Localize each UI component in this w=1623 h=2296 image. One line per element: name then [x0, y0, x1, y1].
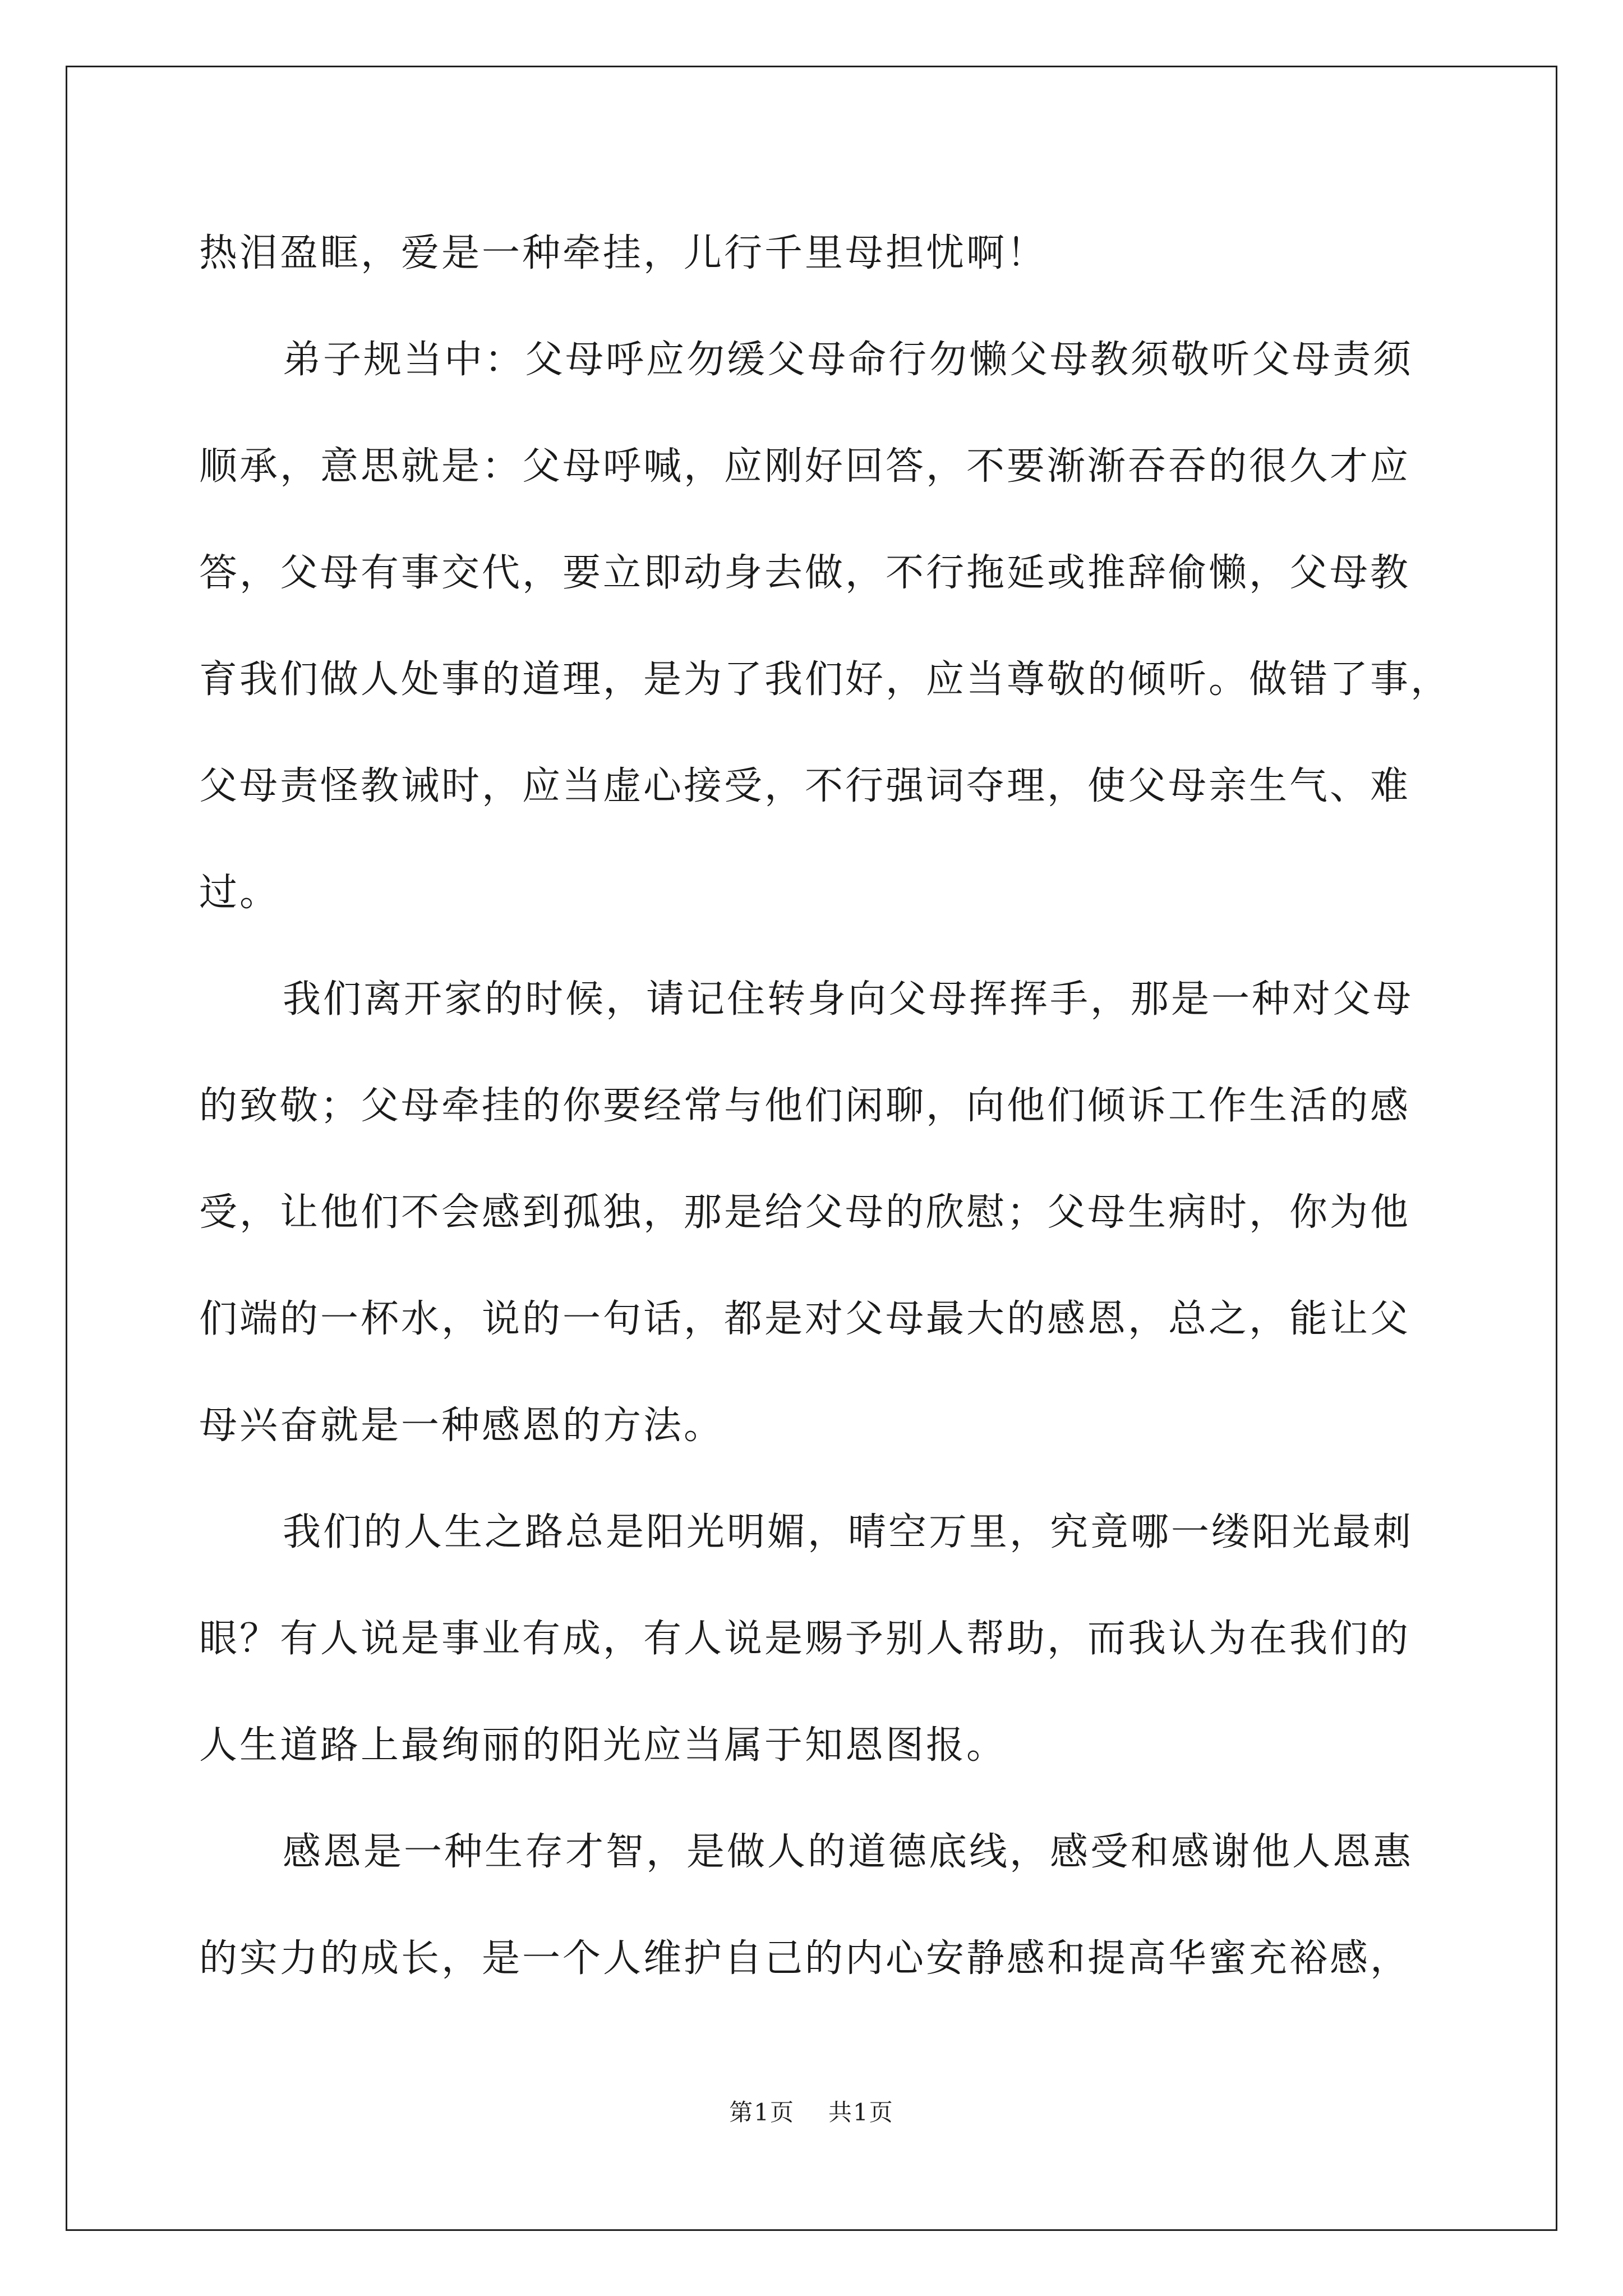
text-line: 母兴奋就是一种感恩的方法。: [199, 1404, 725, 1448]
text-line: 受，让他们不会感到孤独，那是给父母的欣慰；父母生病时，你为他: [199, 1190, 1411, 1235]
text-line: 我们离开家的时候，请记住转身向父母挥挥手，那是一种对父母: [283, 977, 1414, 1022]
page-footer: [0, 2101, 1623, 2124]
text-line: 的实力的成长，是一个人维护自己的内心安静感和提高华蜜充裕感，: [199, 1936, 1411, 1981]
page-number: 第1页: [729, 2099, 795, 2126]
text-line: 父母责怪教诫时，应当虚心接受，不行强词夺理，使父母亲生气、难: [199, 764, 1411, 808]
text-line: 育我们做人处事的道理，是为了我们好，应当尊敬的倾听。做错了事，: [199, 657, 1451, 702]
text-line: 答，父母有事交代，要立即动身去做，不行拖延或推辞偷懒，父母教: [199, 551, 1411, 595]
page-border: [66, 66, 1557, 2231]
page-total: 共1页: [828, 2099, 894, 2126]
text-line: 的致敬；父母牵挂的你要经常与他们闲聊，向他们倾诉工作生活的感: [199, 1084, 1411, 1128]
text-line: 我们的人生之路总是阳光明媚，晴空万里，究竟哪一缕阳光最刺: [283, 1510, 1414, 1554]
text-line: 弟子规当中：父母呼应勿缓父母命行勿懒父母教须敬听父母责须: [283, 338, 1414, 382]
text-line: 顺承，意思就是：父母呼喊，应刚好回答，不要渐渐吞吞的很久才应: [199, 444, 1411, 489]
text-line: 感恩是一种生存才智，是做人的道德底线，感受和感谢他人恩惠: [283, 1830, 1414, 1874]
text-line: 热泪盈眶，爱是一种牵挂，儿行千里母担忧啊！: [199, 231, 1048, 275]
text-line: 过。: [199, 871, 280, 915]
text-line: 人生道路上最绚丽的阳光应当属于知恩图报。: [199, 1723, 1007, 1768]
text-line: 眼？有人说是事业有成，有人说是赐予别人帮助，而我认为在我们的: [199, 1617, 1411, 1661]
text-line: 们端的一杯水，说的一句话，都是对父母最大的感恩，总之，能让父: [199, 1297, 1411, 1341]
